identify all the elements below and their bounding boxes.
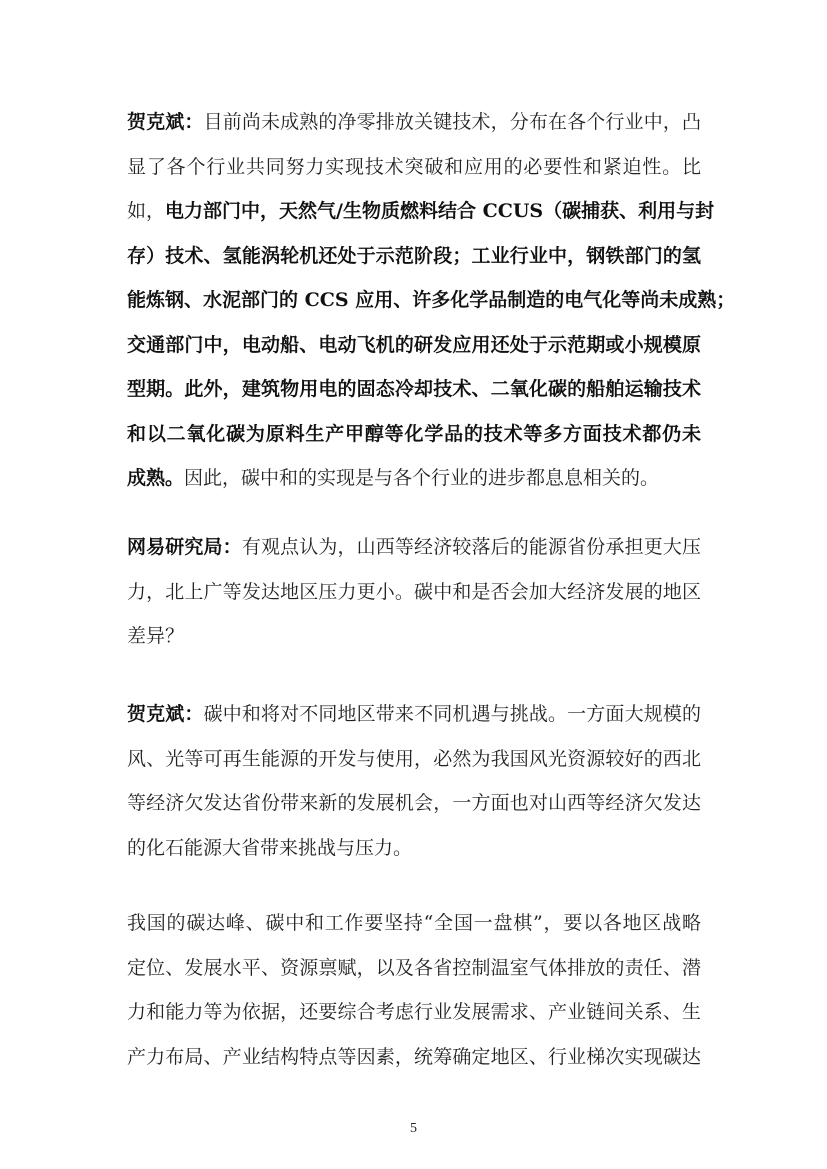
text-line [127, 826, 701, 871]
body-text: 差异？ [127, 625, 185, 647]
paragraph-expert-answer-tech [127, 100, 736, 501]
body-text: 风、光等可再生能源的开发与使用，必然为我国风光资源较好的西北 [127, 747, 701, 770]
bold-text: 网易研究局： [127, 536, 242, 558]
page-number: 5 [410, 1121, 417, 1136]
paragraph-question-regional [127, 525, 701, 659]
text-line [127, 781, 701, 826]
text-line [127, 234, 701, 279]
body-text: 力和能力等为依据，还要综合考虑行业发展需求、产业链间关系、生 [127, 1001, 701, 1023]
text-line [127, 412, 701, 457]
text-line [127, 456, 701, 501]
bold-text: 能炼钢、水泥部门的 CCS 应用、许多化学品制造的电气化等尚未成熟； [127, 289, 736, 311]
text-line [127, 1035, 701, 1080]
body-text: 产力布局、产业结构特点等因素，统筹确定地区、行业梯次实现碳达 [127, 1045, 701, 1068]
body-text: 目前尚未成熟的净零排放关键技术，分布在各个行业中，凸 [203, 111, 701, 133]
body-text: 有观点认为，山西等经济较落后的能源省份承担更大压 [241, 536, 701, 558]
body-text: 的化石能源大省带来挑战与压力。 [127, 836, 413, 859]
body-text: 等经济欠发达省份带来新的发展机会，一方面也对山西等经济欠发达 [127, 792, 701, 814]
bold-text: 成熟。 [127, 467, 185, 489]
body-text: 如， [127, 200, 166, 222]
text-line [127, 525, 701, 570]
bold-text: 电力部门中，天然气/生物质燃料结合 CCUS（碳捕获、利用与封 [165, 200, 715, 222]
bold-text: 贺克斌： [127, 703, 204, 725]
text-line [127, 570, 701, 615]
bold-text: 贺克斌： [127, 111, 204, 133]
bold-text: 存）技术、氢能涡轮机还处于示范阶段；工业行业中，钢铁部门的氢 [127, 244, 701, 267]
text-line [127, 189, 715, 234]
text-line [127, 990, 701, 1035]
bold-text: 型期。此外，建筑物用电的固态冷却技术、二氧化碳的船舶运输技术 [127, 378, 701, 400]
text-line [127, 946, 701, 991]
body-text: 定位、发展水平、资源禀赋，以及各省控制温室气体排放的责任、潜 [127, 956, 701, 979]
bold-text: 和以二氧化碳为原料生产甲醇等化学品的技术等多方面技术都仍未 [127, 422, 701, 445]
text-line [127, 692, 701, 737]
text-line [127, 323, 701, 368]
text-line [127, 145, 701, 190]
text-line [127, 367, 701, 412]
paragraph-expert-answer-regional [127, 692, 701, 870]
body-text: 我国的碳达峰、碳中和工作要坚持“全国一盘棋”，要以各地区战略 [127, 912, 701, 934]
paragraph-national-strategy [127, 901, 701, 1079]
text-line [127, 278, 736, 323]
bold-text: 交通部门中，电动船、电动飞机的研发应用还处于示范期或小规模原 [127, 333, 701, 356]
body-text: 碳中和将对不同地区带来不同机遇与挑战。一方面大规模的 [203, 703, 701, 725]
text-line [127, 100, 701, 145]
text-line [127, 737, 701, 782]
body-text: 力，北上广等发达地区压力更小。碳中和是否会加大经济发展的地区 [127, 580, 701, 603]
text-line [127, 901, 701, 946]
body-text: 因此，碳中和的实现是与各个行业的进步都息息相关的。 [184, 467, 660, 489]
body-text: 显了各个行业共同努力实现技术突破和应用的必要性和紧迫性。比 [127, 155, 701, 178]
text-line [127, 614, 701, 659]
